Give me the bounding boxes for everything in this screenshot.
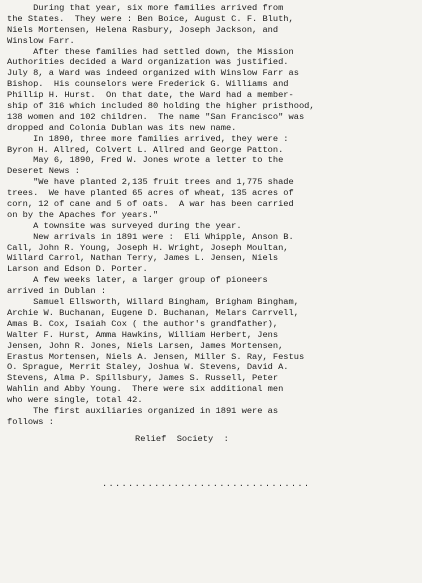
officer-row — [7, 466, 414, 477]
text-line: Phillip H. Hurst. On that date, the Ward had a member- — [7, 90, 294, 101]
text-line: trees. We have planted 65 acres of wheat, 135 acres of — [7, 188, 294, 199]
text-line: follows : — [7, 416, 54, 427]
text-line: who were single, total 42. — [7, 395, 143, 406]
text-line: July 8, a Ward was indeed organized with Winslow Farr as — [7, 68, 299, 79]
text-line: "We have planted 2,135 fruit trees and 1,775 shade — [7, 177, 294, 188]
text-line: O. Sprague, Merrit Staley, Joshua W. Stevens, David A. — [7, 362, 289, 373]
text-line: During that year, six more families arrived from — [7, 3, 284, 13]
text-line: Niels Mortensen, Helena Rasbury, Joseph Jackson, and — [7, 24, 279, 35]
text-line: New arrivals in 1891 were : Eli Whipple, Anson B. — [7, 231, 294, 242]
text-line: dropped and Colonia Dublan was its new name. — [7, 122, 237, 133]
text-line: A few weeks later, a larger group of pioneers — [7, 275, 268, 286]
text-line: Walter F. Hurst, Amma Hawkins, William Herbert, Jens — [7, 329, 279, 340]
officer-row — [7, 445, 414, 456]
officer-row — [7, 456, 414, 467]
text-line: After these families had settled down, the Mission — [7, 46, 294, 57]
text-line: A townsite was surveyed during the year. — [7, 220, 242, 231]
text-line: May 6, 1890, Fred W. Jones wrote a letter to the — [7, 155, 284, 166]
text-line: Call, John R. Young, Joseph H. Wright, Joseph Moultan, — [7, 242, 289, 253]
text-line: Bishop. His counselors were Frederick G. Williams and — [7, 79, 289, 90]
text-line: Amas B. Cox, Isaiah Cox ( the author's grandfather), — [7, 318, 279, 329]
relief-society-heading: Relief Society : — [135, 433, 229, 444]
text-line: corn, 12 of cane and 5 of oats. A war has been carried — [7, 199, 294, 210]
text-line: Byron H. Allred, Colvert L. Allred and George Patton. — [7, 144, 284, 155]
text-line: Willard Carrol, Nathan Terry, James L. Jensen, Niels — [7, 253, 279, 264]
text-line: arrived in Dublan : — [7, 286, 107, 297]
text-line: the States. They were : Ben Boice, August C. F. Bluth, — [7, 13, 294, 24]
text-line: 138 women and 102 children. The name "San Francisco" was — [7, 111, 305, 122]
text-line: ship of 316 which included 80 holding the higher pristhood, — [7, 101, 315, 112]
body-text — [7, 3, 414, 428]
text-line: In 1890, three more families arrived, they were : — [7, 133, 289, 144]
text-line: Authorities decided a Ward organization was justified. — [7, 57, 289, 68]
relief-society-block — [7, 434, 414, 478]
text-line: Deseret News : — [7, 166, 80, 177]
text-line: Stevens, Alma P. Spillsbury, James S. Russell, Peter — [7, 373, 279, 384]
text-line: Jensen, John R. Jones, Niels Larsen, James Mortensen, — [7, 340, 284, 351]
text-line: Winslow Farr. — [7, 35, 75, 46]
text-line: Larson and Edson D. Porter. — [7, 264, 148, 275]
text-line: Wahlin and Abby Young. There were six additional men — [7, 384, 284, 395]
dotted-divider: ................................ — [102, 479, 311, 490]
text-line: Erastus Mortensen, Niels A. Jensen, Miller S. Ray, Festus — [7, 351, 305, 362]
text-line: on by the Apaches for years." — [7, 209, 159, 220]
text-line: Archie W. Buchanan, Eugene D. Buchanan, Melars Carrvell, — [7, 307, 299, 318]
text-line: Samuel Ellsworth, Willard Bingham, Brigham Bingham, — [7, 297, 299, 308]
text-line: The first auxiliaries organized in 1891 were as — [7, 405, 279, 416]
